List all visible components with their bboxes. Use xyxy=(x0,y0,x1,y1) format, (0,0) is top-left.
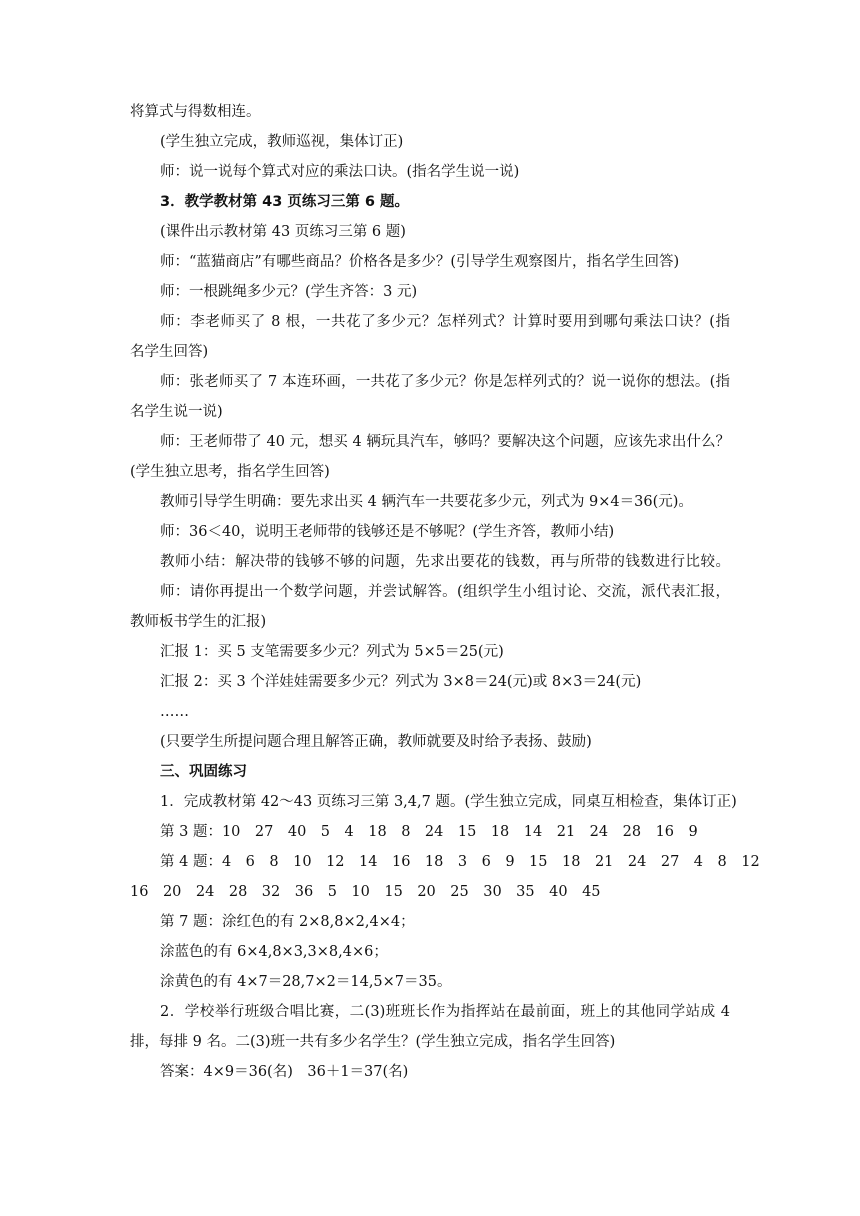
text-line-2: (学生独立完成，教师巡视，集体订正) xyxy=(160,134,404,150)
text-line-13: (学生独立思考，指名学生回答) xyxy=(130,464,330,480)
text-line-24: 1．完成教材第 42～43 页练习三第 3,4,7 题。(学生独立完成，同桌互相检查，集体订正) xyxy=(160,794,737,810)
text-line-3: 师：说一说每个算式对应的乘法口诀。(指名学生说一说) xyxy=(160,164,520,180)
text-line-19: 汇报 1：买 5 支笔需要多少元？列式为 5×5＝25(元) xyxy=(160,644,504,660)
text-line-31: 2．学校举行班级合唱比赛，二(3)班班长作为指挥站在最前面，班上的其他同学站成 4 xyxy=(160,1004,730,1020)
text-line-8: 师：李老师买了 8 根，一共花了多少元？怎样列式？计算时要用到哪句乘法口诀？(指 xyxy=(160,314,730,330)
text-line-20: 汇报 2：买 3 个洋娃娃需要多少元？列式为 3×8＝24(元)或 8×3＝24(元) xyxy=(160,674,642,690)
text-line-16: 教师小结：解决带的钱够不够的问题，先求出要花的钱数，再与所带的钱数进行比较。 xyxy=(160,554,730,570)
text-line-5: (课件出示教材第 43 页练习三第 6 题) xyxy=(160,224,406,240)
text-line-22: (只要学生所提问题合理且解答正确，教师就要及时给予表扬、鼓励) xyxy=(160,734,592,750)
section-heading-consolidation: 三、巩固练习 xyxy=(160,764,247,780)
text-line-32: 排，每排 9 名。二(3)班一共有多少名学生？(学生独立完成，指名学生回答) xyxy=(130,1034,616,1050)
text-line-7: 师：一根跳绳多少元？(学生齐答：3 元) xyxy=(160,284,418,300)
answer-line-q7-red: 第 7 题：涂红色的有 2×8,8×2,4×4； xyxy=(160,914,415,930)
answer-line-q7-blue: 涂蓝色的有 6×4,8×3,3×8,4×6； xyxy=(160,944,388,960)
text-line-15: 师：36＜40，说明王老师带的钱够还是不够呢？(学生齐答，教师小结) xyxy=(160,524,615,540)
text-line-9: 名学生回答) xyxy=(130,344,209,360)
ellipsis-line: …… xyxy=(160,704,189,720)
text-line-18: 教师板书学生的汇报) xyxy=(130,614,267,630)
section-heading-3: 3．教学教材第 43 页练习三第 6 题。 xyxy=(160,194,410,210)
answer-line-q3: 第 3 题：10 27 40 5 4 18 8 24 15 18 14 21 24 28 16 9 xyxy=(160,824,698,840)
text-line-1: 将算式与得数相连。 xyxy=(130,104,261,120)
text-line-14: 教师引导学生明确：要先求出买 4 辆汽车一共要花多少元，列式为 9×4＝36(元)。 xyxy=(160,494,693,510)
answer-line-q4-cont: 16 20 24 28 32 36 5 10 15 20 25 30 35 40 45 xyxy=(130,884,601,900)
answer-line-q4: 第 4 题：4 6 8 10 12 14 16 18 3 6 9 15 18 21 24 27 4 8 12 xyxy=(160,854,760,870)
text-line-17: 师：请你再提出一个数学问题，并尝试解答。(组织学生小组讨论、交流，派代表汇报， xyxy=(160,584,730,600)
text-line-6: 师：“蓝猫商店”有哪些商品？价格各是多少？(引导学生观察图片，指名学生回答) xyxy=(160,254,680,270)
document-body xyxy=(130,97,760,1087)
text-line-12: 师：王老师带了 40 元，想买 4 辆玩具汽车，够吗？要解决这个问题，应该先求出什么？ xyxy=(160,434,730,450)
answer-line-q7-yellow: 涂黄色的有 4×7＝28,7×2＝14,5×7＝35。 xyxy=(160,974,452,990)
text-line-10: 师：张老师买了 7 本连环画，一共花了多少元？你是怎样列式的？说一说你的想法。(指 xyxy=(160,374,730,390)
answer-line-final: 答案：4×9＝36(名) 36＋1＝37(名) xyxy=(160,1064,409,1080)
text-line-11: 名学生说一说) xyxy=(130,404,223,420)
